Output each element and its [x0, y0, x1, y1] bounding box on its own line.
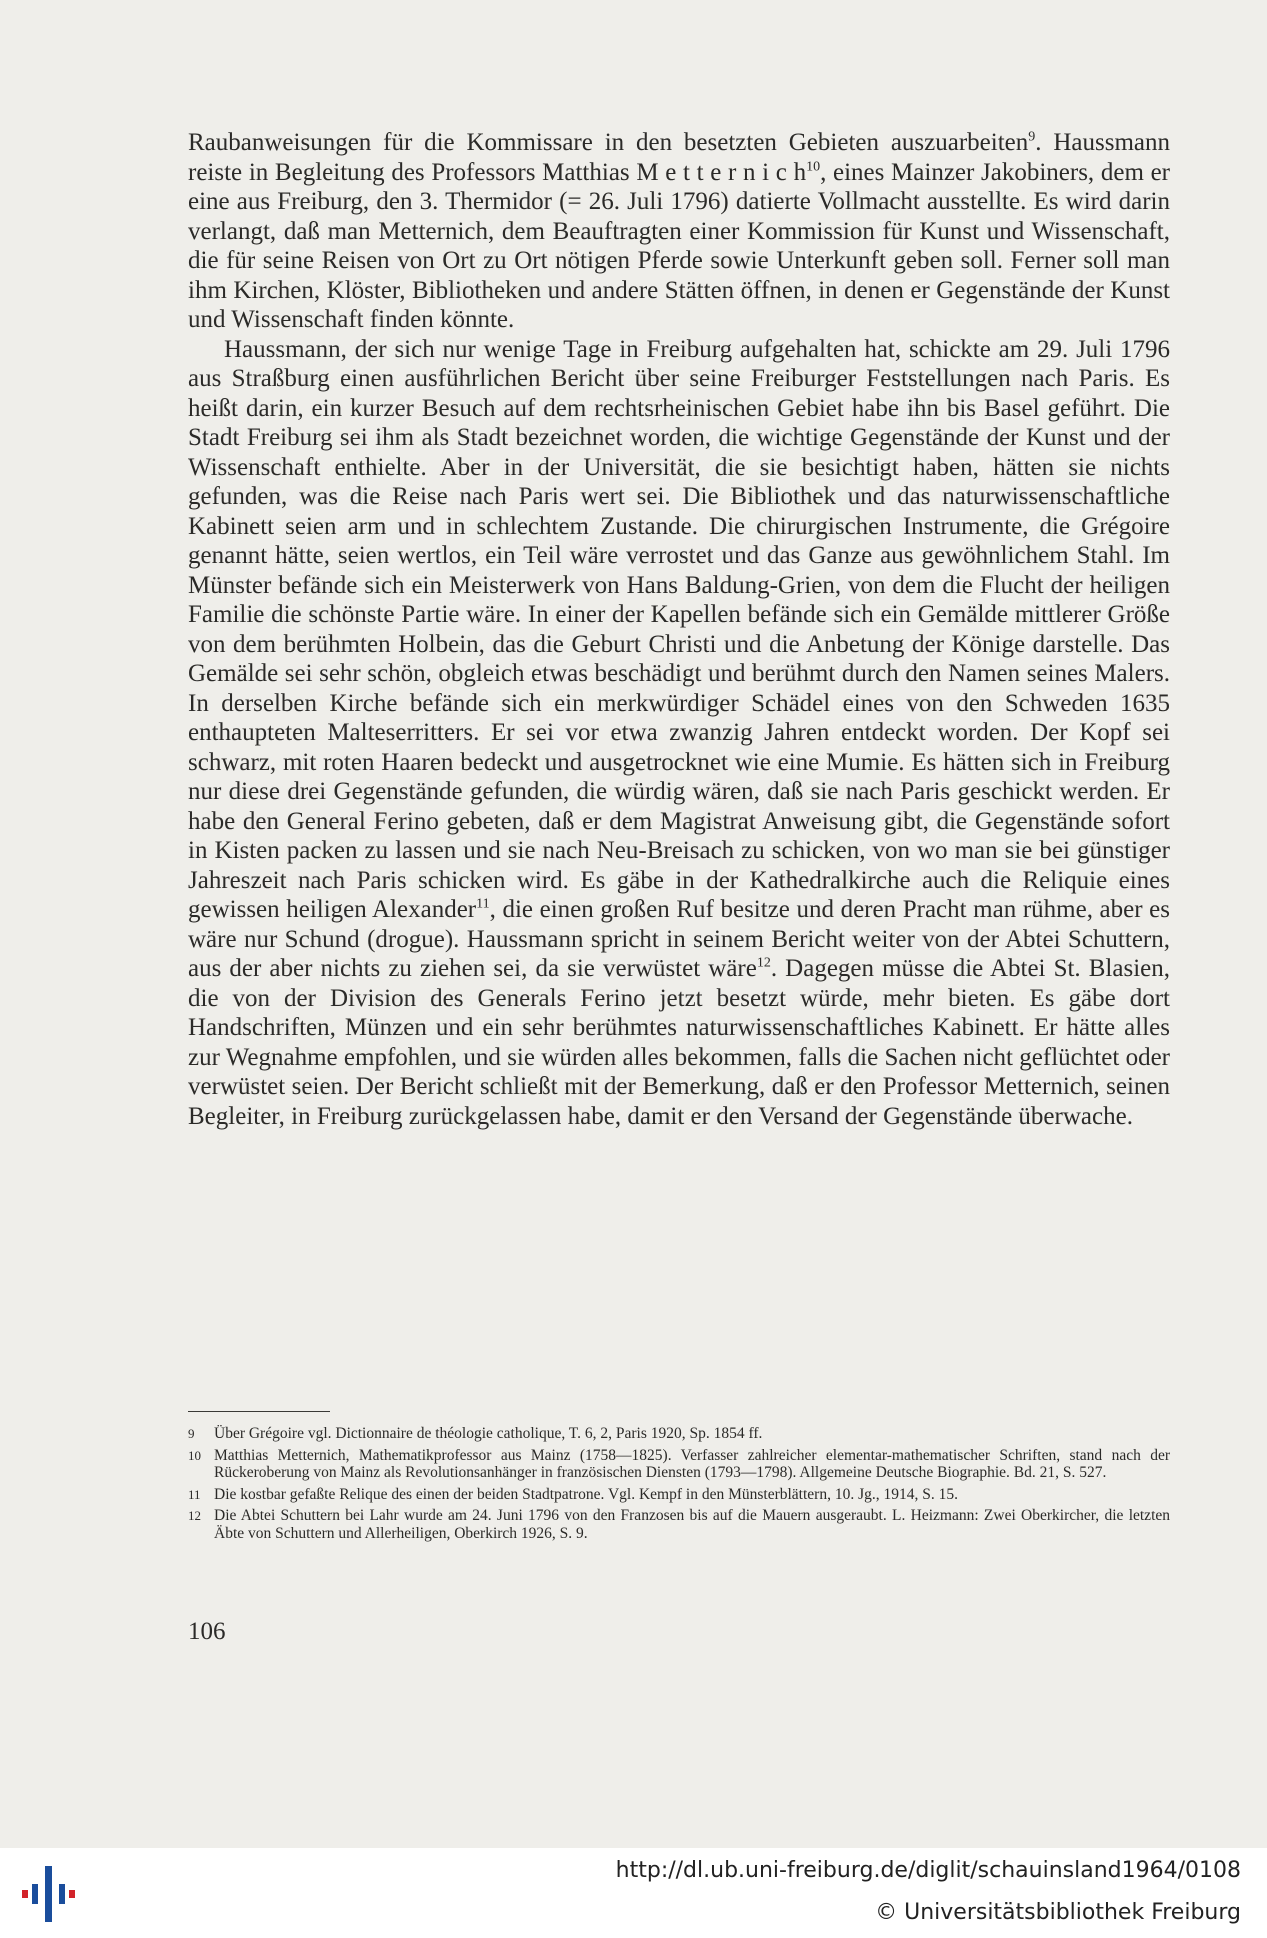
footnote-ref-10: 10	[806, 159, 821, 175]
footnote-12: 12 Die Abtei Schuttern bei Lahr wurde am 24. Juni 1796 von den Franzosen bis auf die Mauern ausgeraubt. L. Heizmann: Zwei Oberkircher, die letzten Äbte von Schuttern und Allerheiligen, Oberkirch 1926, S. 9.	[188, 1507, 1170, 1542]
permalink-url[interactable]: http://dl.ub.uni-freiburg.de/diglit/schauinsland1964/0108	[615, 1858, 1241, 1883]
copyright-notice: © Universitätsbibliothek Freiburg	[875, 1900, 1241, 1925]
paragraph-2: Haussmann, der sich nur wenige Tage in Freiburg aufgehalten hat, schickte am 29. Juli 1796 aus Straßburg einen ausführlichen Bericht über seine Freiburger Feststellungen nach Paris. Es heißt darin, ein kurzer Besuch auf dem rechtsrheinischen Gebiet habe ihn bis Basel geführt. Die Stadt Freiburg sei ihm als Stadt bezeichnet worden, die wichtige Gegenstände der Kunst und der Wissenschaft enthielte. Aber in der Universität, die sie besichtigt haben, hätten sie nichts gefunden, was die Reise nach Paris wert sei. Die Bibliothek und das naturwissenschaftliche Kabinett seien arm und in schlechtem Zustande. Die chirurgischen Instrumente, die Grégoire genannt hätte, seien wertlos, ein Teil wäre verrostet und das Ganze aus gewöhnlichem Stahl. Im Münster befände sich ein Meisterwerk von Hans Baldung-Grien, von dem die Flucht der heiligen Familie die schönste Partie wäre. In einer der Kapellen befände sich ein Gemälde mittlerer Größe von dem berühmten Holbein, das die Geburt Christi und die Anbetung der Könige darstelle. Das Gemälde sei sehr schön, obgleich etwas beschädigt und berühmt durch den Namen seines Malers. In derselben Kirche befände sich ein merkwürdiger Schädel eines von den Schweden 1635 enthaupteten Malteserritters. Er sei vor etwa zwanzig Jahren entdeckt worden. Der Kopf sei schwarz, mit roten Haaren bedeckt und ausgetrocknet wie eine Mumie. Es hätten sich in Freiburg nur diese drei Gegenstände gefunden, die würdig wären, daß sie nach Paris geschickt werden. Er habe den General Ferino gebeten, daß er dem Magistrat Anweisung gibt, die Gegenstände sofort in Kisten packen zu lassen und sie nach Neu-Breisach zu schicken, von wo man sie bei günstiger Jahreszeit nach Paris schicken wird. Es gäbe in der Kathedralkirche auch die Reliquie eines gewissen heiligen Alexander$^{11}$, die einen großen Ruf besitze und deren Pracht man rühme, aber es wäre nur Schund (drogue). Haussmann spricht in seinem Bericht weiter von der Abtei Schuttern, aus der aber nichts zu ziehen sei, da sie verwüstet wäre$^{12}$. Dagegen müsse die Abtei St. Blasien, die von der Division des Generals Ferino jetzt besetzt würde, mehr bieten. Es gäbe dort Handschriften, Münzen und ein sehr berühmtes naturwissenschaftliches Kabinett. Er hätte alles zur Wegnahme empfohlen, und sie würden alles bekommen, falls die Sachen nicht geflüchtet oder verwüstet seien. Der Bericht schließt mit der Bemerkung, daß er den Professor Metternich, seinen Begleiter, in Freiburg zurückgelassen habe, damit er den Versand der Gegenstände überwache.	[188, 335, 1170, 1130]
paragraph-1: Raubanweisungen für die Kommissare in den besetzten Gebieten auszuarbeiten$^9$. Haussmann reiste in Begleitung des Professors Matthias M e t t e r n i c $h^{10}$, eines Mainzer Jakobiners, dem er eine aus Freiburg, den 3. Thermidor (= 26. Juli 1796) datierte Vollmacht ausstellte. Es wird darin verlangt, daß man Metternich, dem Beauftragten einer Kommission für Kunst und Wissenschaft, die für seine Reisen von Ort zu Ort nötigen Pferde sowie Unterkunft geben soll. Ferner soll man ihm Kirchen, Klöster, Bibliotheken und andere Stätten öffnen, in denen er Gegenstände der Kunst und Wissenschaft finden könnte.	[188, 129, 1171, 333]
footnote-ref-11: 11	[476, 896, 490, 912]
footnote-ref-12: 12	[756, 955, 771, 971]
footnotes	[188, 1425, 1170, 1546]
main-text	[188, 128, 1170, 1131]
ub-freiburg-logo-icon	[18, 1862, 80, 1924]
footnote-ref-9: 9	[1028, 129, 1036, 145]
footnote-9: 9 Über Grégoire vgl. Dictionnaire de théologie catholique, T. 6, 2, Paris 1920, Sp. 1854 ff.	[188, 1425, 763, 1442]
footer-bar	[0, 1848, 1267, 1938]
footnote-divider	[188, 1411, 330, 1412]
footnote-11: 11 Die kostbar gefaßte Relique des einen der beiden Stadtpatrone. Vgl. Kempf in den Münsterblättern, 10. Jg., 1914, S. 15.	[188, 1485, 958, 1503]
footnote-10: 10 Matthias Metternich, Mathematikprofessor aus Mainz (1758—1825). Verfasser zahlreicher elementar-mathematischer Schriften, stand nach der Rückeroberung von Mainz als Revolutionsanhänger in französischen Diensten (1793—1798). Allgemeine Deutsche Biographie. Bd. 21, S. 527.	[188, 1446, 1170, 1481]
page-number: 106	[188, 1618, 226, 1645]
